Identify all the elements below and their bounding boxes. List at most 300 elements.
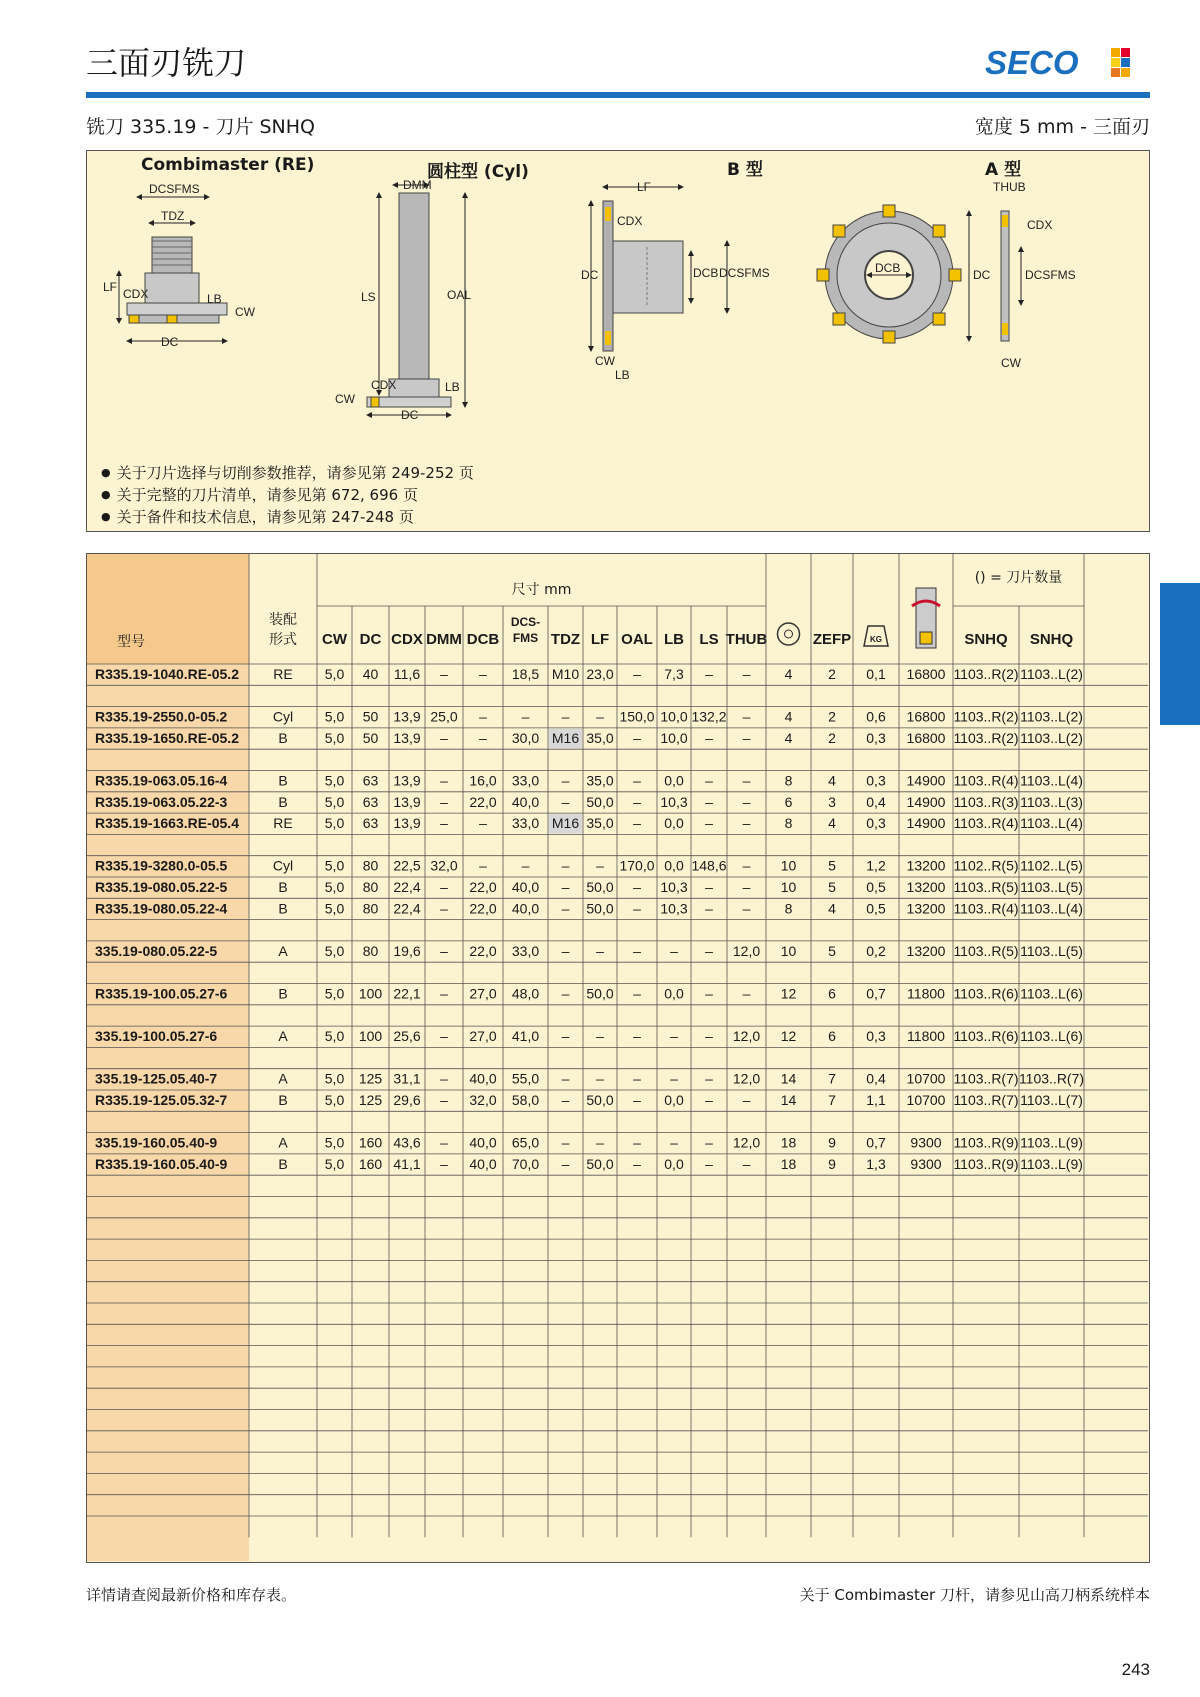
table-cell: – [670, 1134, 678, 1151]
table-cell: – [521, 708, 530, 725]
header-dimensions-group: 尺寸 mm [511, 582, 572, 598]
kg-label: KG [870, 635, 882, 644]
figure-label-cyl: 圆柱型 (Cyl) [427, 162, 529, 182]
table-cell: 32,0 [469, 1092, 497, 1108]
table-cell: 5 [828, 857, 836, 874]
svg-text:CDX: CDX [1027, 218, 1053, 232]
table-cell: – [561, 879, 570, 895]
table-cell: – [742, 729, 751, 746]
header-model: 型号 [117, 634, 145, 650]
table-cell: 0,2 [866, 942, 886, 959]
table-cell: 10700 [906, 1070, 946, 1087]
table-cell: 0,0 [664, 815, 684, 832]
table-cell: 14 [780, 1092, 797, 1108]
table-cell: 3 [828, 793, 836, 810]
header-dcsfms: FMS [512, 631, 539, 645]
model-cell: R335.19-100.05.27-6 [95, 985, 228, 1002]
fit-cell: B [278, 1155, 288, 1172]
table-cell: – [705, 942, 713, 959]
table-cell: 13,9 [393, 708, 421, 725]
header-snhq: SNHQ [1029, 631, 1074, 648]
fit-cell: B [278, 985, 288, 1002]
svg-text:LB: LB [615, 368, 630, 382]
table-cell: – [561, 900, 570, 917]
insert-cell: 1103..L(9) [1020, 1134, 1083, 1151]
table-cell: 18,5 [511, 666, 540, 682]
table-cell: 5,0 [324, 793, 345, 810]
fit-cell: B [278, 879, 288, 895]
insert-cell: 1103..L(6) [1020, 985, 1083, 1002]
table-cell: 9300 [910, 1155, 942, 1172]
table-cell: – [705, 1134, 713, 1151]
table-cell: 0,5 [866, 900, 886, 917]
table-cell: 41,0 [511, 1028, 540, 1045]
table-cell: 43,6 [393, 1134, 421, 1151]
table-cell: – [633, 879, 641, 895]
table-cell: – [633, 985, 641, 1002]
brand-text: SECO [985, 44, 1079, 80]
teeth-icon [778, 623, 800, 645]
table-cell: 7 [828, 1070, 836, 1087]
table-cell: – [742, 879, 751, 895]
table-cell: 9 [828, 1155, 836, 1172]
table-cell: 13,9 [393, 772, 421, 789]
svg-text:DMM: DMM [403, 178, 432, 192]
table-cell: 4 [828, 900, 836, 917]
table-cell: 1,2 [866, 857, 886, 874]
table-cell: 160 [358, 1134, 383, 1151]
table-cell: 13,9 [393, 793, 421, 810]
table-cell: 80 [362, 857, 379, 874]
table-cell: – [596, 1134, 604, 1151]
header-thub: THUB [725, 631, 768, 648]
table-cell: – [742, 666, 751, 682]
table-cell: 50,0 [586, 793, 614, 810]
header-lf: LF [590, 631, 610, 648]
insert-cell: 1103..L(9) [1020, 1155, 1083, 1172]
table-cell: 10 [780, 879, 797, 895]
table-cell: 13200 [906, 879, 946, 895]
figure-label-b: B 型 [727, 160, 763, 180]
fit-cell: B [278, 772, 288, 789]
table-cell: 50 [362, 729, 379, 746]
model-cell: R335.19-1650.RE-05.2 [95, 729, 239, 746]
table-cell: 80 [362, 942, 379, 959]
table-cell: – [440, 729, 448, 746]
table-cell: – [440, 879, 448, 895]
table-cell: 6 [828, 1028, 836, 1045]
table-cell: 4 [784, 666, 793, 682]
table-cell: – [705, 900, 713, 917]
svg-text:DC: DC [973, 268, 991, 282]
svg-text:DCSFMS: DCSFMS [149, 182, 200, 196]
table-cell: 50,0 [586, 1092, 614, 1108]
table-cell: 16,0 [469, 772, 497, 789]
table-cell: 29,6 [393, 1092, 421, 1108]
table-cell: 0,5 [866, 879, 886, 895]
model-cell: R335.19-063.05.22-3 [95, 793, 228, 810]
table-cell: 5,0 [324, 879, 345, 895]
table-cell: 18 [780, 1155, 797, 1172]
header-dc: DC [359, 631, 382, 648]
table-cell: 33,0 [511, 815, 540, 832]
model-cell: R335.19-080.05.22-4 [95, 900, 228, 917]
header-fit: 形式 [269, 632, 297, 648]
table-cell: 80 [362, 900, 379, 917]
svg-text:DCSFMS: DCSFMS [719, 266, 770, 280]
table-cell: 27,0 [469, 985, 497, 1002]
table-cell: 22,0 [469, 900, 497, 917]
insert-cell: 1103..R(4) [953, 815, 1019, 832]
insert-cell: 1103..R(5) [953, 879, 1019, 895]
table-cell: – [705, 1070, 713, 1087]
header-cw: CW [322, 631, 347, 648]
table-cell: 14900 [906, 793, 946, 810]
table-cell: 5,0 [324, 666, 345, 682]
table-cell: – [670, 1028, 678, 1045]
svg-text:THUB: THUB [993, 180, 1026, 194]
table-cell: 8 [784, 772, 793, 789]
svg-text:DCB: DCB [693, 266, 719, 280]
table-cell: – [561, 1134, 570, 1151]
table-cell: – [440, 772, 448, 789]
table-cell: – [742, 1092, 751, 1108]
table-cell: 100 [358, 1028, 383, 1045]
table-cell: – [561, 1155, 570, 1172]
footer-note-left: 详情请查阅最新价格和库存表。 [86, 1586, 297, 1604]
fit-cell: B [278, 900, 288, 917]
table-cell: 148,6 [691, 857, 727, 874]
table-cell: – [742, 985, 751, 1002]
table-cell: 40,0 [469, 1134, 497, 1151]
table-cell: 160 [358, 1155, 383, 1172]
svg-text:DCB: DCB [875, 261, 901, 275]
fit-cell: Cyl [272, 857, 294, 874]
insert-cell: 1103..R(6) [953, 1028, 1019, 1045]
table-cell: M10 [551, 666, 580, 682]
table-cell: 18 [780, 1134, 797, 1151]
insert-cell: 1103..L(4) [1020, 815, 1083, 832]
table-cell: 13200 [906, 942, 946, 959]
table-cell: – [479, 729, 487, 746]
table-cell: 8 [784, 815, 793, 832]
table-cell: 5,0 [324, 1155, 345, 1172]
footer-note-right: 关于 Combimaster 刀杆，请参见山高刀柄系统样本 [799, 1586, 1150, 1604]
model-cell: 335.19-100.05.27-6 [95, 1028, 218, 1045]
table-cell: – [705, 772, 713, 789]
table-cell: – [479, 666, 487, 682]
table-cell: – [479, 815, 487, 832]
table-cell: 0,3 [866, 815, 886, 832]
table-cell: – [633, 1070, 641, 1087]
table-cell: 170,0 [619, 857, 655, 874]
table-cell: – [705, 729, 713, 746]
table-cell: 2 [828, 729, 836, 746]
table-cell: – [561, 1028, 570, 1045]
table-cell: – [705, 815, 713, 832]
insert-cell: 1102..L(5) [1020, 857, 1083, 874]
table-cell: – [596, 857, 604, 874]
table-cell: 5,0 [324, 708, 345, 725]
table-cell: – [561, 793, 570, 810]
table-cell: – [596, 708, 604, 725]
insert-cell: 1103..L(7) [1020, 1092, 1083, 1108]
table-cell: 12,0 [732, 942, 761, 959]
table-cell: 2 [828, 666, 836, 682]
table-cell: 12,0 [732, 1028, 761, 1045]
table-cell: 5,0 [324, 729, 345, 746]
fit-cell: RE [273, 815, 293, 832]
table-cell: – [440, 1070, 448, 1087]
table-cell: 7 [828, 1092, 836, 1108]
table-cell: – [742, 1155, 751, 1172]
table-cell: 50,0 [586, 1155, 614, 1172]
fit-cell: B [278, 793, 288, 810]
fit-cell: B [278, 729, 288, 746]
table-cell: 100 [358, 985, 383, 1002]
table-cell: 5,0 [324, 1092, 345, 1108]
table-cell: 14900 [906, 815, 946, 832]
insert-cell: 1103..R(2) [953, 729, 1019, 746]
header-lb: LB [664, 631, 684, 648]
table-cell: 6 [784, 793, 793, 810]
insert-cell: 1103..L(2) [1020, 666, 1083, 682]
table-cell: 40,0 [511, 900, 540, 917]
header-ls: LS [699, 631, 719, 648]
table-cell: – [596, 1070, 604, 1087]
table-cell: – [705, 1028, 713, 1045]
model-cell: R335.19-160.05.40-9 [95, 1155, 228, 1172]
insert-cell: 1103..R(5) [953, 942, 1019, 959]
table-cell: 0,0 [664, 985, 684, 1002]
table-cell: 0,3 [866, 772, 886, 789]
table-cell: 40,0 [469, 1070, 497, 1087]
table-cell: 22,4 [393, 900, 421, 917]
table-cell: – [440, 942, 448, 959]
insert-cell: 1103..L(5) [1020, 879, 1083, 895]
figure-panel [86, 150, 1150, 532]
table-cell: – [705, 666, 713, 682]
table-cell: – [561, 708, 570, 725]
table-cell: 0,6 [866, 708, 886, 725]
table-cell: 10,3 [660, 879, 688, 895]
svg-text:DCSFMS: DCSFMS [1025, 268, 1076, 282]
header-fit: 装配 [269, 612, 297, 628]
table-cell: 0,3 [866, 1028, 886, 1045]
table-cell: 0,0 [664, 1155, 684, 1172]
table-cell: – [561, 857, 570, 874]
table-cell: 1,1 [866, 1092, 886, 1108]
insert-cell: 1103..R(9) [953, 1155, 1019, 1172]
table-cell: 22,0 [469, 793, 497, 810]
table-cell: – [705, 1092, 713, 1108]
table-cell: – [742, 857, 751, 874]
table-cell: 25,0 [430, 708, 458, 725]
table-cell: 63 [362, 772, 379, 789]
table-cell: 10 [780, 857, 797, 874]
table-cell: 80 [362, 879, 379, 895]
header-snhq: SNHQ [964, 631, 1008, 648]
table-cell: 0,1 [866, 666, 886, 682]
table-cell: 5,0 [324, 772, 345, 789]
table-cell: 10,3 [660, 793, 688, 810]
table-cell: 22,4 [393, 879, 421, 895]
table-cell: 50,0 [586, 879, 614, 895]
table-cell: 8 [784, 900, 793, 917]
table-cell: – [705, 985, 713, 1002]
table-cell: – [742, 815, 751, 832]
table-cell: 10,0 [660, 708, 688, 725]
fit-cell: A [278, 1070, 288, 1087]
header-dcb: DCB [466, 631, 500, 648]
model-header-bg [87, 554, 249, 664]
note-item: ● 关于备件和技术信息，请参见第 247-248 页 [101, 507, 474, 529]
svg-text:CW: CW [595, 354, 615, 368]
seco-logo [985, 44, 1131, 80]
drawing-b [581, 180, 770, 382]
table-cell: 0,0 [664, 772, 684, 789]
table-cell: 33,0 [511, 772, 540, 789]
table-cell: – [633, 1155, 641, 1172]
table-cell: 14900 [906, 772, 946, 789]
svg-text:LS: LS [361, 290, 376, 304]
table-cell: 22,5 [393, 857, 421, 874]
table-cell: 0,3 [866, 729, 886, 746]
model-cell: R335.19-080.05.22-5 [95, 879, 228, 895]
table-cell: – [633, 1134, 641, 1151]
table-cell: 12 [780, 985, 797, 1002]
table-cell: 32,0 [430, 857, 458, 874]
table-cell: – [561, 1092, 570, 1108]
table-cell: – [742, 772, 751, 789]
table-cell: 13,9 [393, 815, 421, 832]
table-cell: – [521, 857, 530, 874]
model-cell: R335.19-125.05.32-7 [95, 1092, 228, 1108]
svg-text:CW: CW [235, 305, 255, 319]
table-cell: 40,0 [511, 793, 540, 810]
note-item: ● 关于完整的刀片清单，请参见第 672, 696 页 [101, 485, 474, 507]
drawing-a [817, 180, 1076, 370]
table-cell: 150,0 [619, 708, 655, 725]
table-cell: – [633, 1028, 641, 1045]
table-cell: 63 [362, 815, 379, 832]
svg-text:LB: LB [445, 380, 460, 394]
svg-text:OAL: OAL [447, 288, 472, 302]
table-cell: – [479, 708, 487, 725]
table-cell: – [561, 942, 570, 959]
table-cell: 70,0 [511, 1155, 540, 1172]
table-cell: 11,6 [393, 666, 421, 682]
table-cell: 10,3 [660, 900, 688, 917]
table-cell: – [440, 1134, 448, 1151]
table-cell: – [633, 793, 641, 810]
table-cell: 5,0 [324, 942, 345, 959]
table-cell: 30,0 [511, 729, 540, 746]
table-cell: 40,0 [511, 879, 540, 895]
table-cell: – [561, 985, 570, 1002]
table-cell: 11800 [907, 985, 945, 1002]
fit-cell: Cyl [272, 708, 294, 725]
fit-cell: A [278, 942, 288, 959]
table-cell: 12,0 [732, 1134, 761, 1151]
table-cell: – [596, 942, 604, 959]
table-cell: 65,0 [511, 1134, 540, 1151]
header-oal: OAL [621, 631, 653, 648]
table-cell: 10700 [906, 1092, 946, 1108]
table-cell: 0,7 [866, 985, 886, 1002]
table-cell: 22,1 [393, 985, 421, 1002]
table-cell: 4 [784, 729, 793, 746]
figure-label-re: Combimaster (RE) [141, 155, 315, 175]
table-cell: – [440, 900, 448, 917]
insert-cell: 1103..L(5) [1020, 942, 1083, 959]
table-cell: 5 [828, 942, 836, 959]
table-cell: 63 [362, 793, 379, 810]
table-cell: – [705, 1155, 713, 1172]
table-cell: 1,3 [866, 1155, 886, 1172]
figure-label-a: A 型 [985, 160, 1022, 180]
model-cell: 335.19-080.05.22-5 [95, 942, 218, 959]
insert-cell: 1103..L(6) [1020, 1028, 1083, 1045]
insert-cell: 1103..L(3) [1020, 793, 1083, 810]
table-cell: 35,0 [586, 729, 614, 746]
page-title: 三面刃铣刀 [86, 44, 247, 82]
insert-cell: 1103..R(2) [953, 666, 1019, 682]
table-cell: 13200 [906, 900, 946, 917]
model-cell: R335.19-1040.RE-05.2 [95, 666, 239, 682]
spec-table-grid [87, 554, 1148, 1561]
model-cell: R335.19-3280.0-05.5 [95, 857, 228, 874]
drawing-cyl [335, 178, 471, 422]
svg-text:CDX: CDX [617, 214, 643, 228]
insert-cell: 1103..R(2) [953, 708, 1019, 725]
table-cell: 48,0 [511, 985, 540, 1002]
table-cell: 25,6 [393, 1028, 421, 1045]
insert-cell: 1103..R(4) [953, 772, 1019, 789]
table-cell: 31,1 [393, 1070, 421, 1087]
table-cell: 5,0 [324, 1070, 345, 1087]
table-cell: M16 [551, 729, 580, 746]
table-cell: – [742, 793, 751, 810]
insert-cell: 1103..R(6) [953, 985, 1019, 1002]
table-cell: 12 [780, 1028, 797, 1045]
table-cell: 4 [784, 708, 793, 725]
svg-text:CDX: CDX [123, 287, 149, 301]
table-cell: 50,0 [586, 900, 614, 917]
table-cell: 132,2 [691, 708, 727, 725]
table-cell: – [596, 1028, 604, 1045]
model-cell: R335.19-1663.RE-05.4 [95, 815, 239, 832]
table-cell: – [633, 1092, 641, 1108]
insert-cell: 1102..R(5) [953, 857, 1019, 874]
table-cell: – [705, 793, 713, 810]
table-cell: 125 [358, 1092, 383, 1108]
insert-cell: 1103..L(2) [1020, 729, 1083, 746]
table-cell: 58,0 [511, 1092, 540, 1108]
table-cell: 0,4 [866, 793, 886, 810]
svg-text:LB: LB [207, 292, 222, 306]
table-cell: 22,0 [469, 942, 497, 959]
table-cell: 5 [828, 879, 836, 895]
table-cell: – [670, 1070, 678, 1087]
table-cell: 125 [358, 1070, 383, 1087]
table-cell: 9 [828, 1134, 836, 1151]
svg-text:DC: DC [161, 335, 179, 349]
table-cell: 27,0 [469, 1028, 497, 1045]
table-cell: 5,0 [324, 857, 345, 874]
table-cell: 2 [828, 708, 836, 725]
table-cell: 5,0 [324, 985, 345, 1002]
